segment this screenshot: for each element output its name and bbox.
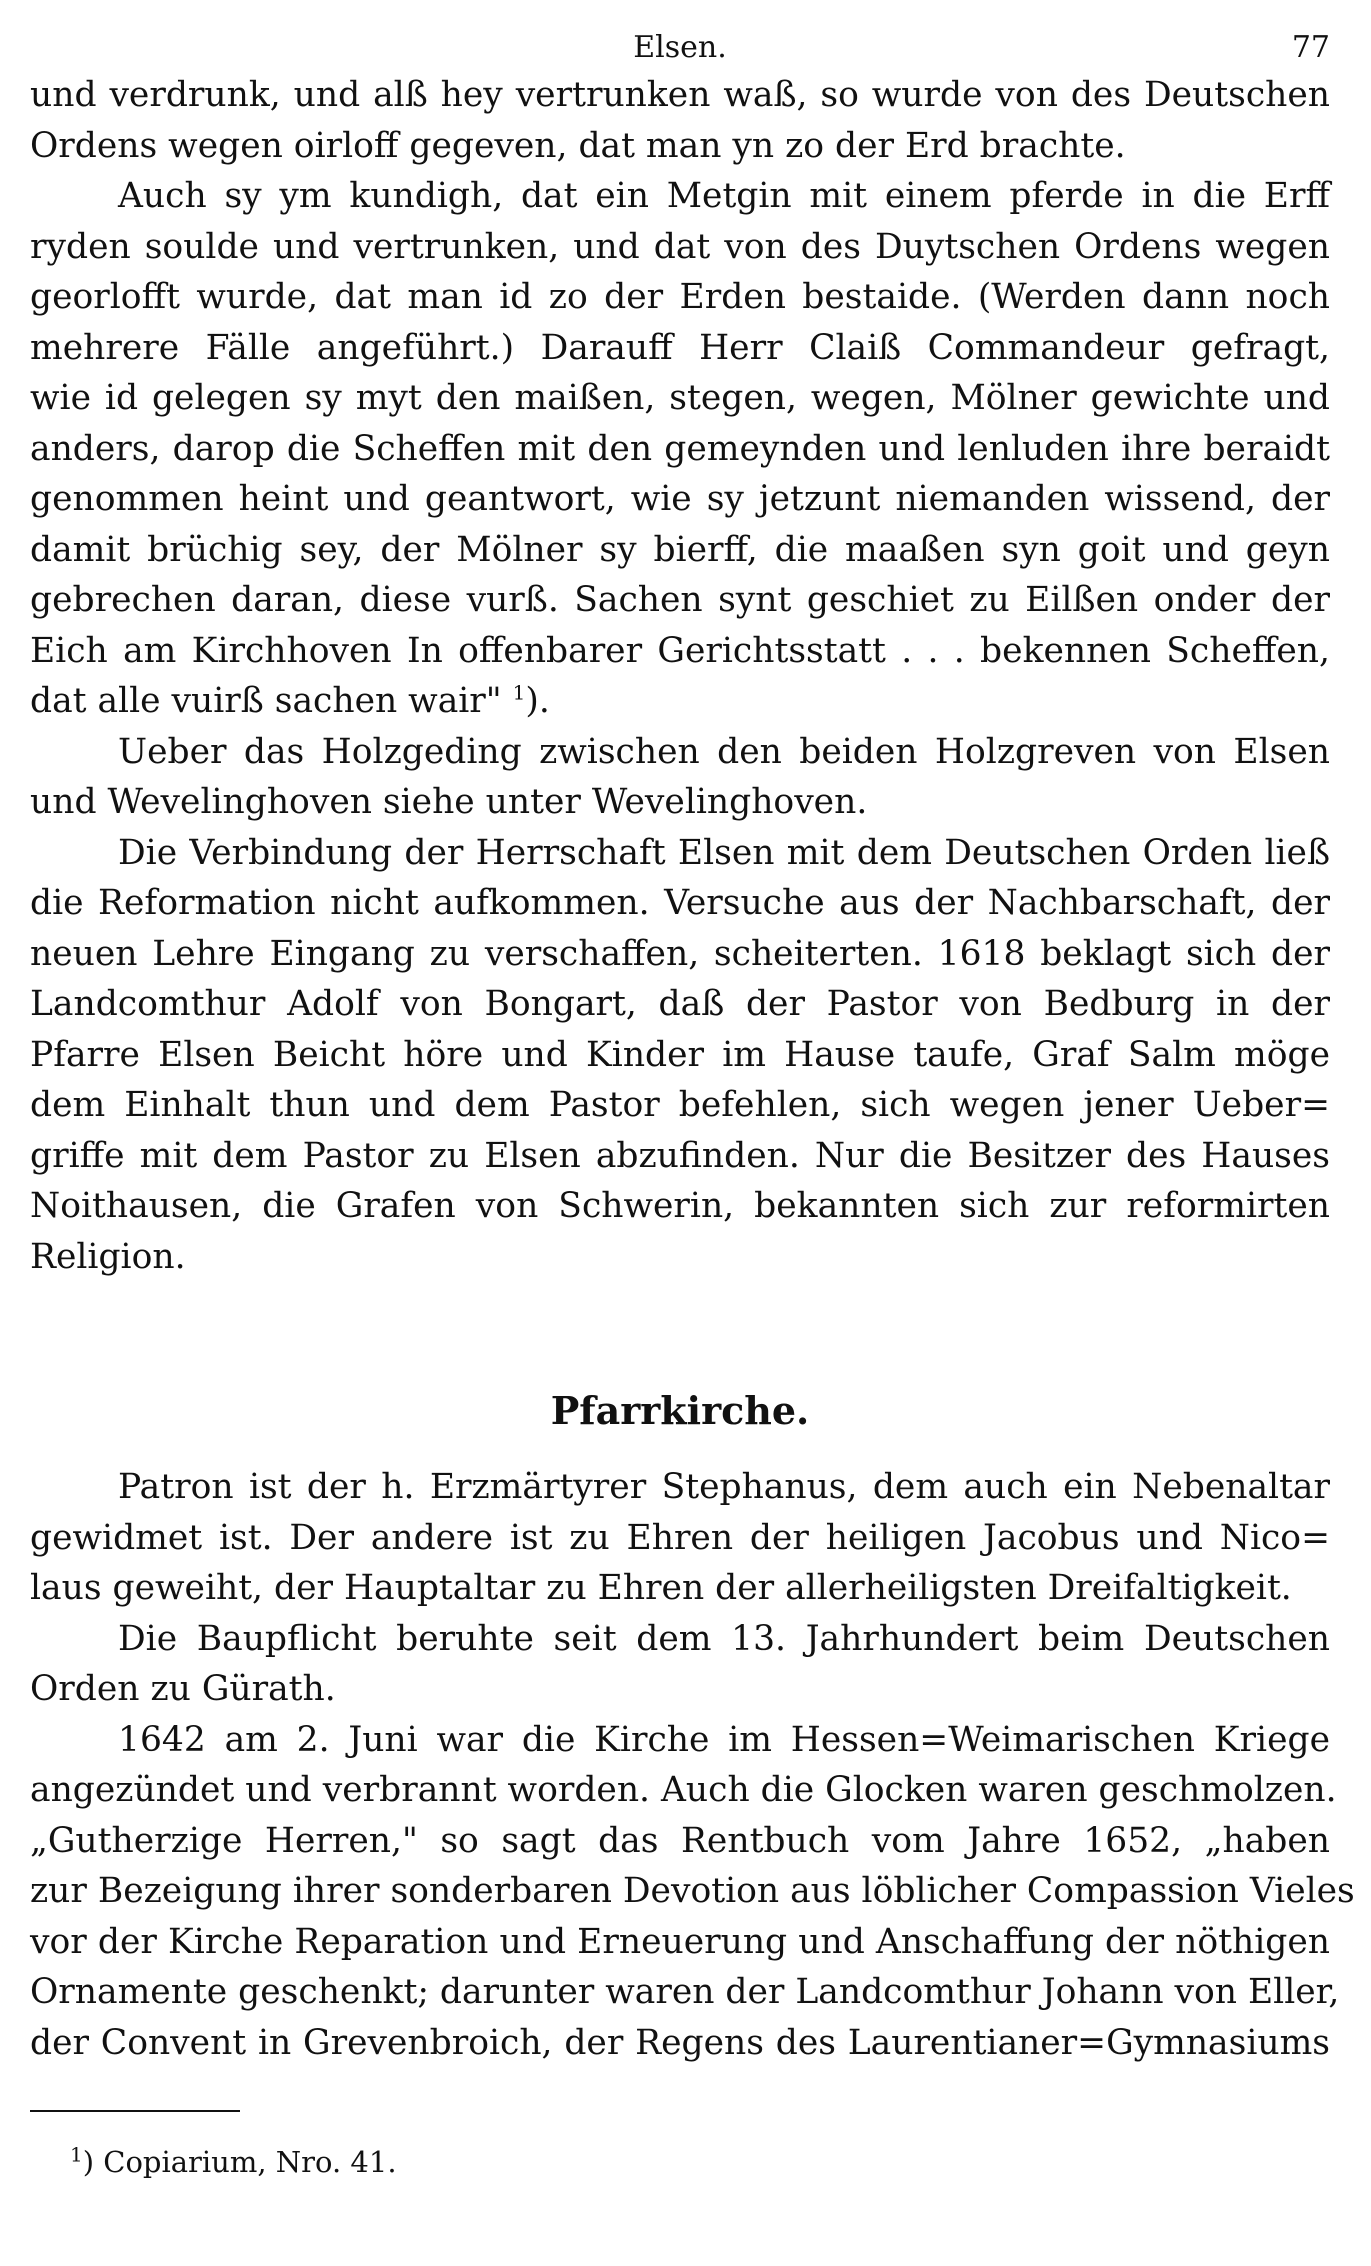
line-text: Auch sy ym kundigh, dat ein Metgin mit einem pferde in die Erff — [118, 176, 1330, 216]
text-line — [30, 424, 1330, 475]
text-line — [30, 1917, 1330, 1968]
text-line — [30, 1614, 1330, 1665]
line-text: die Reformation nicht aufkommen. Versuche aus der Nachbarschaft, der — [30, 883, 1330, 923]
text-line — [30, 1513, 1330, 1564]
line-text: gewidmet ist. Der andere ist zu Ehren der heiligen Jacobus und Nico= — [30, 1517, 1330, 1558]
line-text: vor der Kirche Reparation und Erneuerung und Anschaffung der nöthigen — [30, 1921, 1330, 1962]
line-text: griffe mit dem Pastor zu Elsen abzufinden. Nur die Besitzer des Hauses — [30, 1135, 1330, 1176]
line-text: Ornamente geschenkt; darunter waren der Landcomthur Johann von Eller, — [30, 1972, 1340, 2012]
line-text: laus geweiht, der Hauptaltar zu Ehren der allerheiligsten Dreifaltigkeit. — [30, 1568, 1292, 1608]
text-line — [30, 525, 1330, 576]
footnote-text: ) Copiarium, Nro. 41. — [82, 2145, 397, 2179]
line-text: und verdrunk, und alß hey vertrunken waß, so wurde von des Deutschen — [30, 75, 1330, 115]
text-line — [30, 121, 1330, 172]
text-line — [30, 727, 1330, 778]
text-line — [30, 1181, 1330, 1232]
text-line — [30, 1967, 1340, 2018]
line-text: der Convent in Grevenbroich, der Regens des Laurentianer=Gymnasiums — [30, 2022, 1330, 2063]
line-text: ryden soulde und vertrunken, und dat von des Duytschen Ordens wegen — [30, 226, 1330, 267]
running-header — [30, 28, 1330, 68]
text-line — [30, 171, 1330, 222]
text-line — [30, 1131, 1330, 1182]
text-line — [30, 272, 1330, 323]
text-line — [30, 828, 1330, 879]
line-text: Eich am Kirchhoven In offenbarer Gerichtsstatt . . . bekennen Scheffen, — [30, 630, 1330, 671]
footnote-marker: 1 — [70, 2142, 83, 2167]
text-line — [30, 1462, 1330, 1513]
line-text: angezündet und verbrannt worden. Auch die Glocken waren geschmolzen. — [30, 1770, 1337, 1810]
line-text: Ordens wegen oirloff gegeven, dat man yn zo der Erd brachte. — [30, 125, 1126, 166]
section-heading: Pfarrkirche. — [550, 1388, 810, 1433]
line-text: dem Einhalt thun und dem Pastor befehlen, sich wegen jener Ueber= — [30, 1085, 1330, 1125]
text-line — [30, 1715, 1330, 1766]
text-line — [30, 1816, 1330, 1867]
text-line — [30, 929, 1330, 980]
line-text: 1642 am 2. Juni war die Kirche im Hessen=Weimarischen Kriege — [118, 1719, 1330, 1760]
line-text: wie id gelegen sy myt den maißen, stegen, wegen, Mölner gewichte und — [30, 378, 1330, 418]
text-line — [30, 1866, 1355, 1917]
text-line — [30, 1080, 1330, 1131]
text-line — [30, 777, 1330, 828]
footnote — [70, 2142, 397, 2182]
line-text: mehrere Fälle angeführt.) Darauff Herr Claiß Commandeur gefragt, — [30, 327, 1330, 368]
text-line — [30, 373, 1330, 424]
line-text: Die Verbindung der Herrschaft Elsen mit dem Deutschen Orden ließ — [118, 832, 1330, 873]
running-title: Elsen. — [633, 30, 727, 65]
line-text: zur Bezeigung ihrer sonderbaren Devotion aus löblicher Compassion Vieles — [30, 1871, 1355, 1911]
footnote-rule — [30, 2110, 240, 2112]
line-text: genommen heint und geantwort, wie sy jetzunt niemanden wissend, der — [30, 479, 1330, 519]
text-line — [30, 474, 1330, 525]
footnote-reference: 1 — [512, 680, 526, 705]
line-text: gebrechen daran, diese vurß. Sachen synt geschiet zu Eilßen onder der — [30, 580, 1330, 620]
line-text: und Wevelinghoven siehe unter Wevelinghoven. — [30, 782, 868, 822]
body-text-top — [30, 70, 1330, 1282]
text-line — [30, 222, 1330, 273]
text-line — [30, 1765, 1337, 1816]
text-line — [30, 979, 1330, 1030]
line-text: Noithausen, die Grafen von Schwerin, bekannten sich zur reformirten — [30, 1186, 1330, 1226]
line-text: neuen Lehre Eingang zu verschaffen, scheiterten. 1618 beklagt sich der — [30, 933, 1330, 974]
line-text: anders, darop die Scheffen mit den gemeynden und lenluden ihre beraidt — [30, 428, 1330, 469]
text-line — [30, 323, 1330, 374]
text-line — [30, 878, 1330, 929]
text-line — [30, 2018, 1330, 2069]
page-number: 77 — [1291, 30, 1330, 65]
text-line — [30, 1563, 1330, 1614]
line-text: Die Baupflicht beruhte seit dem 13. Jahrhundert beim Deutschen — [118, 1618, 1330, 1659]
text-line — [30, 1232, 1330, 1283]
line-text-tail: ). — [525, 681, 550, 721]
line-text: Patron ist der h. Erzmärtyrer Stephanus, dem auch ein Nebenaltar — [118, 1467, 1330, 1507]
line-text: Pfarre Elsen Beicht höre und Kinder im Hause taufe, Graf Salm möge — [30, 1034, 1330, 1075]
line-text: Religion. — [30, 1236, 186, 1277]
text-line — [30, 1030, 1330, 1081]
text-line — [30, 70, 1330, 121]
text-line — [30, 626, 1330, 677]
line-text: Ueber das Holzgeding zwischen den beiden Holzgreven von Elsen — [118, 731, 1330, 772]
body-text-bottom — [30, 1462, 1355, 2068]
line-text: „Gutherzige Herren," so sagt das Rentbuch vom Jahre 1652, „haben — [30, 1820, 1330, 1861]
text-line — [30, 1664, 1330, 1715]
line-text: Orden zu Gürath. — [30, 1669, 336, 1709]
line-text: damit brüchig sey, der Mölner sy bierff, die maaßen syn goit und geyn — [30, 529, 1330, 570]
line-text: georlofft wurde, dat man id zo der Erden bestaide. (Werden dann noch — [30, 277, 1330, 317]
text-line — [30, 676, 1330, 727]
line-text: dat alle vuirß sachen wair" — [30, 681, 502, 721]
line-text: Landcomthur Adolf von Bongart, daß der Pastor von Bedburg in der — [30, 984, 1330, 1024]
text-line — [30, 575, 1330, 626]
